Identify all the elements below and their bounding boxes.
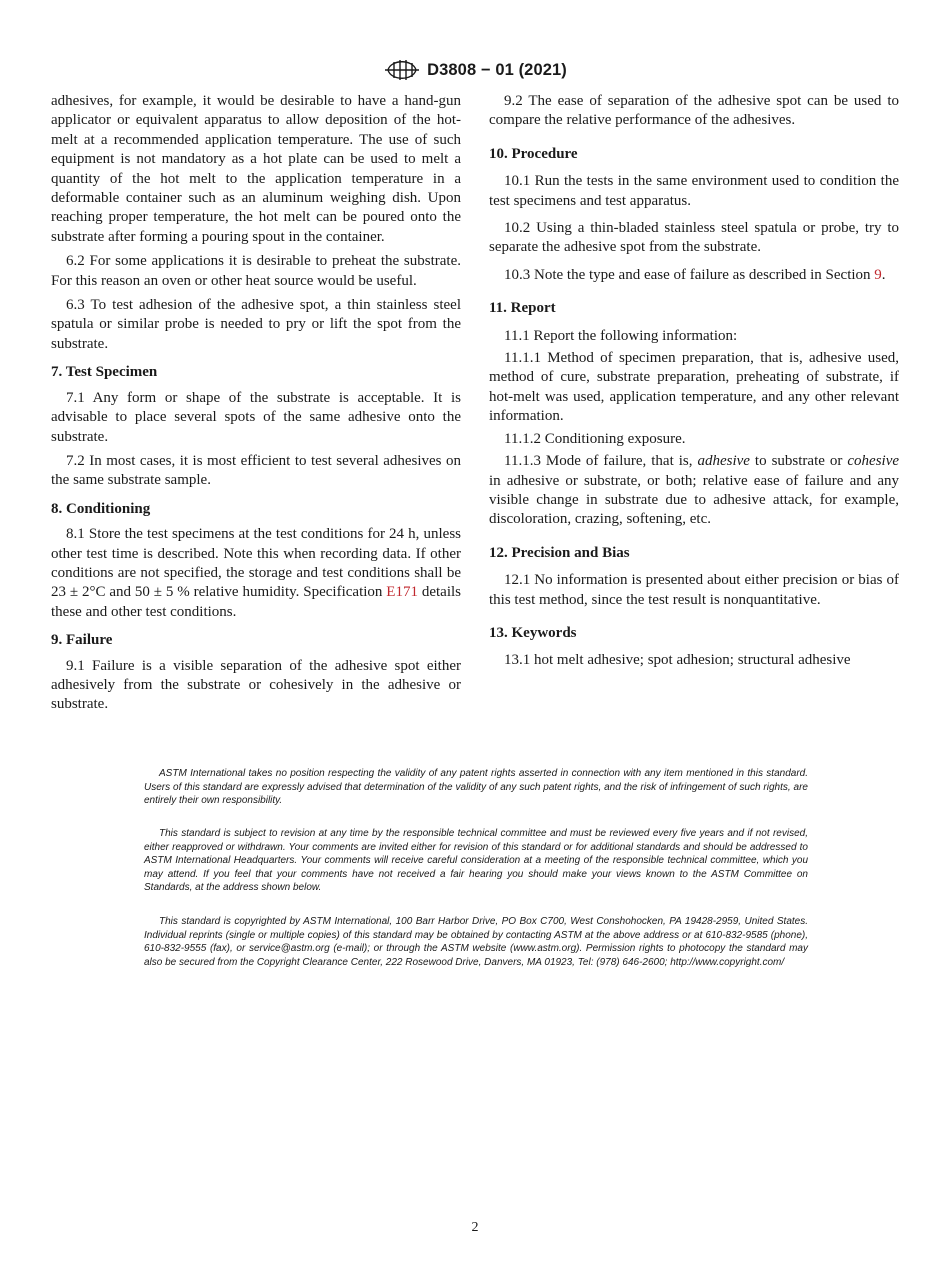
section-heading-conditioning: 8. Conditioning — [51, 500, 151, 517]
paragraph-11-1-3-text: 11.1.3 Mode of failure, that is, — [504, 453, 698, 470]
right-column — [489, 92, 899, 679]
paragraph-7-1: 7.1 Any form or shape of the substrate is acceptable. It is advisable to place several spots of the same adhesive onto the substrate. — [51, 389, 461, 445]
paragraph-11-1-2: 11.1.2 Conditioning exposure. — [504, 430, 686, 447]
paragraph-11-1-3-mid: to substrate or — [749, 453, 848, 470]
paragraph-6-1-continued: adhesives, for example, it would be desirable to have a hand-gun applicator or equivalent apparatus to allow deposition of the hot-melt at a recommended application temperature. The use of such equipment is not mandatory as a hot plate can be used to melt a quantity of the hot melt to the application temperature in a deformable container such as an aluminum weighing dish. Upon reaching proper temperature, the hot melt can be poured onto the substrate after forming a pouring spout in the container. — [51, 93, 461, 245]
paragraph-10-3-tail: . — [881, 266, 886, 283]
paragraph-8-1-tail: details these and other test conditions. — [51, 584, 461, 620]
paragraph-10-3-text: 10.3 Note the type and ease of failure as described in Section — [504, 266, 875, 283]
footer-copyright-text: This standard is copyrighted by ASTM International, 100 Barr Harbor Drive, PO Box C700, West Conshohocken, PA 19428-2959, United States. Individual reprints (single or multiple copies) of this standard may be obtained by contacting ASTM at the above address or at 610-832-9585 (phone), 610-832-9555 (fax), or service@astm.org (e-mail); or through the ASTM website (www.astm.org). Permission rights to photocopy the standard may also be secured from the Copyright Clearance Center, 222 Rosewood Drive, Danvers, MA 01923, Tel: (978) 646-2600; http://www.copyright.com/ — [144, 916, 808, 968]
paragraph-13-1: 13.1 hot melt adhesive; spot adhesion; structural adhesive — [504, 652, 851, 669]
paragraph-9-2: 9.2 The ease of separation of the adhesive spot can be used to compare the relative performance of the adhesives. — [489, 93, 899, 129]
left-column — [51, 92, 461, 720]
cohesive-term: cohesive — [847, 453, 900, 470]
paragraph-6-2: 6.2 For some applications it is desirable to preheat the substrate. For this reason an oven or other heat source would be useful. — [51, 253, 461, 289]
paragraph-11-1: 11.1 Report the following information: — [504, 327, 738, 344]
section-9-link[interactable]: 9 — [874, 266, 882, 283]
footer-copyright-notice — [144, 915, 808, 969]
paragraph-7-2: 7.2 In most cases, it is most efficient to test several adhesives on the same substrate sample. — [51, 452, 461, 489]
e171-link[interactable]: E171 — [386, 584, 418, 601]
section-heading-report: 11. Report — [489, 300, 556, 317]
page-number: 2 — [471, 1220, 479, 1235]
adhesive-term: adhesive — [697, 453, 750, 470]
paragraph-11-1-1: 11.1.1 Method of specimen preparation, that is, adhesive used, method of cure, substrate preparation, preheating of substrate, if hot-melt was used, application temperature, and any other relevant information. — [489, 350, 899, 425]
section-heading-procedure: 10. Procedure — [489, 145, 578, 162]
section-heading-failure: 9. Failure — [51, 632, 113, 649]
page-header — [0, 54, 950, 86]
paragraph-10-1: 10.1 Run the tests in the same environment used to condition the test specimens and test apparatus. — [489, 173, 899, 209]
footer-revision-notice — [144, 827, 808, 895]
paragraph-8-1-text: 8.1 Store the test specimens at the test conditions for 24 h, unless other test time is described. Note this when recording data. If other conditions are not specified, the storage and test conditions shall be 23 ± 2°C and 50 ± 5 % relative humidity. Specification — [51, 526, 461, 601]
footer-patent-notice — [144, 767, 808, 808]
paragraph-9-1: 9.1 Failure is a visible separation of the adhesive spot either adhesively from the substrate or cohesively in the adhesive or substrate. — [51, 657, 461, 713]
footer-patent-text: ASTM International takes no position respecting the validity of any patent rights asserted in connection with any item mentioned in this standard. Users of this standard are expressly advised that determination of the validity of any such patent rights, and the risk of infringement of such rights, are entirely their own responsibility. — [144, 768, 808, 807]
paragraph-11-1-3 — [489, 452, 899, 530]
paragraph-11-1-3-tail: in adhesive or substrate, or both; relative ease of failure and any visible change in substrate due to adhesive attack, for example, discoloration, crazing, softening, etc. — [489, 472, 899, 528]
document-id: D3808 − 01 (2021) — [427, 60, 567, 79]
paragraph-8-1 — [51, 525, 461, 622]
paragraph-6-3: 6.3 To test adhesion of the adhesive spot, a thin stainless steel spatula or similar probe is needed to pry or lift the spot from the substrate. — [51, 297, 461, 352]
paragraph-10-3 — [489, 266, 899, 285]
section-heading-test-specimen: 7. Test Specimen — [51, 364, 158, 381]
section-heading-precision-bias: 12. Precision and Bias — [489, 544, 630, 561]
footer-revision-text: This standard is subject to revision at any time by the responsible technical committee and must be reviewed every five years and if not revised, either reapproved or withdrawn. Your comments are invited either for revision of this standard or for additional standards and should be addressed to ASTM International Headquarters. Your comments will receive careful consideration at a meeting of the responsible technical committee, which you may attend. If you feel that your comments have not received a fair hearing you should make your views known to the ASTM Committee on Standards, at the address shown below. — [144, 828, 808, 894]
paragraph-12-1: 12.1 No information is presented about either precision or bias of this test method, since the test result is nonquantitative. — [489, 572, 899, 608]
astm-logo-icon — [383, 55, 421, 85]
paragraph-10-2: 10.2 Using a thin-bladed stainless steel spatula or probe, try to separate the adhesive spot from the substrate. — [489, 220, 899, 256]
section-heading-keywords: 13. Keywords — [489, 624, 577, 641]
